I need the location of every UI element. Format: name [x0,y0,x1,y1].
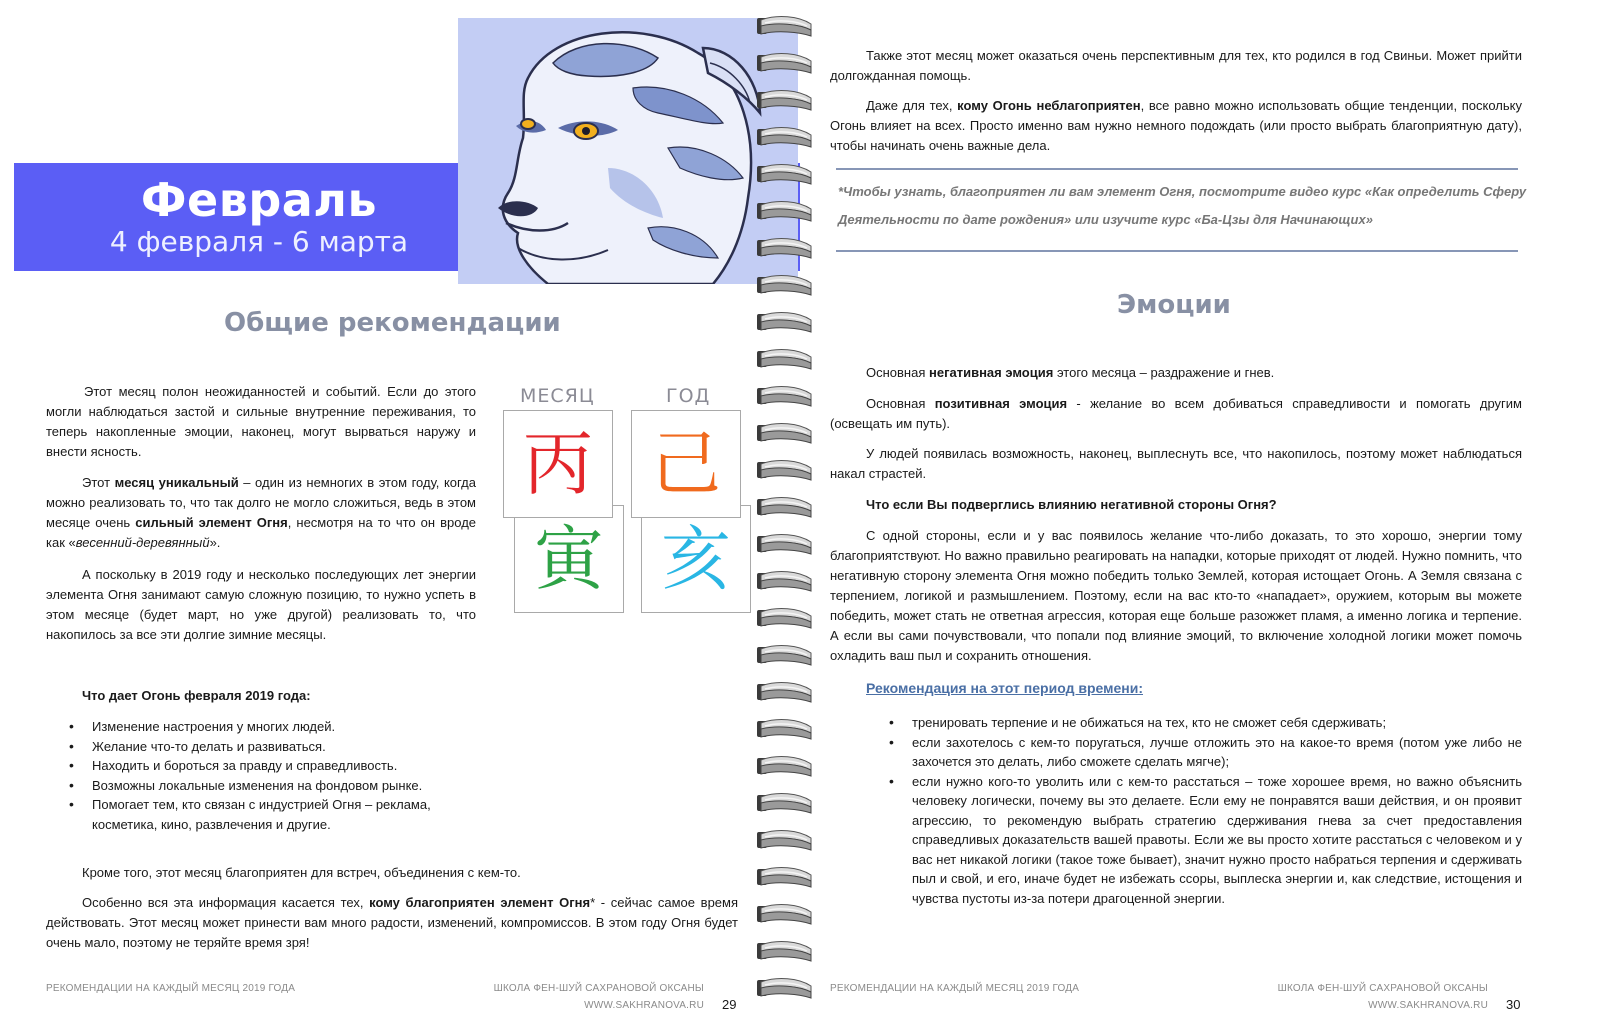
list-item: • Возможны локальные изменения на фондовом рынке. [92,776,472,796]
page-number-right: 30 [1506,997,1521,1012]
year-branch-glyph: 亥 [661,518,731,600]
spiral-ring-icon [757,384,813,410]
month-stem-glyph: 丙 [523,423,593,505]
spiral-ring-icon [757,162,813,188]
note-rule-top [836,168,1518,170]
recommendation-list [912,713,1522,908]
tiger-illustration [458,18,798,284]
list-item: • Изменение настроения у многих людей. [92,717,472,737]
paragraph-negative-emotion: Основная негативная эмоция этого месяца – раздражение и гнев. [866,365,1275,380]
footer-school-name: ШКОЛА ФЕН-ШУЙ САХРАНОВОЙ ОКСАНЫ [493,983,704,994]
paragraph-fire-position: А поскольку в 2019 году и несколько последующих лет энергии элемента Огня занимают самую сложную позицию, то нужно успеть в этом месяце (будет март, но уже другой) реализовать то, что накопилось за все эти долгие зимние месяцы. [46,567,476,642]
pillar-label-year: ГОД [666,385,711,407]
spiral-ring-icon [757,495,813,521]
spiral-ring-icon [757,421,813,447]
spiral-ring-icon [757,939,813,965]
list-item: • тренировать терпение и не обижаться на тех, кто не сможет себя сдерживать; [912,713,1522,733]
list-item: • Помогает тем, кто связан с индустрией Огня – реклама, косметика, кино, развлечения и другие. [92,795,472,834]
list-item: • если нужно кого-то уволить или с кем-то расстаться – тоже хорошее время, но важно объяснить человеку логически, почему вы это делаете. Если ему не понравятся ваши действия, и он проявит агрессию, то рекомендую выбрать стратегию сдерживания гнева за счет предоставления справедливых доказательств вашей правоты. Если же вы просто хотите расстаться с человеком и у вас нет никакой логики (такое тоже бывает), значит нужно просто набраться терпения и сдерживать пыл и свой, и его, иначе будет не избежать ссоры, выплеска энергии и, как следствие, истощения и чувства пустоты из-за потери драгоценной энергии. [912,772,1522,909]
paragraph-pig-year: Также этот месяц может оказаться очень перспективным для тех, кто родился в год Свиньи. Может прийти долгожданная помощь. [830,48,1522,83]
fire-gives-heading: Что дает Огонь февраля 2019 года: [82,688,311,703]
spiral-ring-icon [757,347,813,373]
course-note: *Чтобы узнать, благоприятен ли вам элемент Огня, посмотрите видео курс «Как определить Сферу Деятельности по дате рождения» или изучите курс «Ба-Цзы для Начинающих» [838,184,1527,227]
footer-title-right: РЕКОМЕНДАЦИИ НА КАЖДЫЙ МЕСЯЦ 2019 ГОДА [830,983,1080,994]
right-page [830,0,1600,1035]
footer-school-left [440,980,704,1014]
negative-fire-heading: Что если Вы подверглись влиянию негативной стороны Огня? [866,497,1277,512]
paragraph-intro: Этот месяц полон неожиданностей и событий. Если до этого могли наблюдаться застой и сильные внутренние переживания, то теперь накопленные эмоции, наконец, могут вырваться наружу и внести ясность. [46,384,476,459]
paragraph-unfavorable-fire: Даже для тех, кому Огонь неблагоприятен, все равно можно использовать общие тенденции, поскольку Огонь влияет на всех. Просто именно вам нужно немного подождать (или просто выбрать благоприятную дату), чтобы начинать очень важные дела. [830,98,1522,153]
spiral-ring-icon [757,643,813,669]
list-item: • если захотелось с кем-то поругаться, лучше отложить это на какое-то время (потом уже либо не захочется это делать, либо сможете сделать мягче); [912,733,1522,772]
spiral-ring-icon [757,569,813,595]
spiral-ring-icon [757,791,813,817]
spiral-ring-icon [757,51,813,77]
section-title-general: Общие рекомендации [224,308,561,338]
tiger-head-icon [458,18,798,284]
footer-website[interactable]: WWW.SAKHRANOVA.RU [1368,1000,1488,1011]
spiral-ring-icon [757,458,813,484]
spiral-ring-icon [757,865,813,891]
paragraph-meetings: Кроме того, этот месяц благоприятен для встреч, объединения с кем-то. [82,865,521,880]
pillar-month-branch [514,505,624,613]
paragraph-passions: У людей появилась возможность, наконец, выплеснуть все, что накопилось, поэтому может наблюдаться накал страстей. [830,446,1522,481]
recommendation-title: Рекомендация на этот период времени: [866,680,1143,696]
year-stem-glyph: 己 [651,423,721,505]
pillar-month-stem [503,410,613,518]
spiral-ring-icon [757,902,813,928]
footer-school-name: ШКОЛА ФЕН-ШУЙ САХРАНОВОЙ ОКСАНЫ [1277,983,1488,994]
spiral-ring-icon [757,273,813,299]
footer-school-right [1224,980,1488,1014]
note-rule-bottom [836,250,1518,252]
list-item: • Находить и бороться за правду и справедливость. [92,756,472,776]
pillar-year-stem [631,410,741,518]
page-number-left: 29 [722,997,737,1012]
left-page [0,0,790,1035]
spiral-ring-icon [757,199,813,225]
spiral-ring-icon [757,532,813,558]
spiral-binding [757,0,815,1035]
spiral-ring-icon [757,717,813,743]
spiral-ring-icon [757,606,813,632]
spiral-ring-icon [757,310,813,336]
paragraph-positive-emotion: Основная позитивная эмоция - желание во всем добиваться справедливости и помогать другим (освещать им путь). [830,396,1522,431]
pillar-label-month: МЕСЯЦ [520,385,595,407]
spiral-ring-icon [757,680,813,706]
banner-date-range: 4 февраля - 6 марта [109,225,409,258]
paragraph-how-to-react: С одной стороны, если и у вас появилось желание что-либо доказать, то это хорошо, энергии тому благоприятствуют. Но важно правильно реагировать на нападки, которые приходят от людей. Нужно помнить, что негативную сторону элемента Огня можно победить только Землей, которая истощает Огонь. А Земля связана с терпением, логикой и размышлением. Поэтому, если на вас кто-то «нападает», оружием, которым вы можете победить, может стать не ответная агрессия, которая еще больше разожжет пламя, а именно логика и терпение. А если вы сами почувствовали, что попали под влияние эмоций, то включение холодной логики может помочь охладить ваш пыл и сохранить отношения. [830,528,1522,663]
spiral-ring-icon [757,754,813,780]
footer-website[interactable]: WWW.SAKHRANOVA.RU [584,1000,704,1011]
footer-title-left: РЕКОМЕНДАЦИИ НА КАЖДЫЙ МЕСЯЦ 2019 ГОДА [46,983,296,994]
fire-gives-list [92,717,472,834]
spiral-ring-icon [757,828,813,854]
month-branch-glyph: 寅 [534,518,604,600]
list-item: • Желание что-то делать и развиваться. [92,737,472,757]
spiral-ring-icon [757,125,813,151]
paragraph-favorable-fire: Особенно вся эта информация касается тех, кому благоприятен элемент Огня* - сейчас самое время действовать. Этот месяц может принести вам много радости, изменений, компромиссов. В этом году Огня будет очень мало, поэтому не теряйте время зря! [46,895,739,950]
spiral-ring-icon [757,88,813,114]
banner-month-title: Февраль [140,173,378,227]
pillar-year-branch [641,505,751,613]
spiral-ring-icon [757,14,813,40]
paragraph-unique: Этот месяц уникальный – один из немногих в этом году, когда можно реализовать то, что так долго не могло сложиться, ведь в этом месяце очень сильный элемент Огня, несмотря на то что он вроде как «весенний-деревянный». [46,475,477,550]
section-title-emotions: Эмоции [1117,290,1231,320]
spiral-ring-icon [757,236,813,262]
spiral-ring-icon [757,976,813,1002]
